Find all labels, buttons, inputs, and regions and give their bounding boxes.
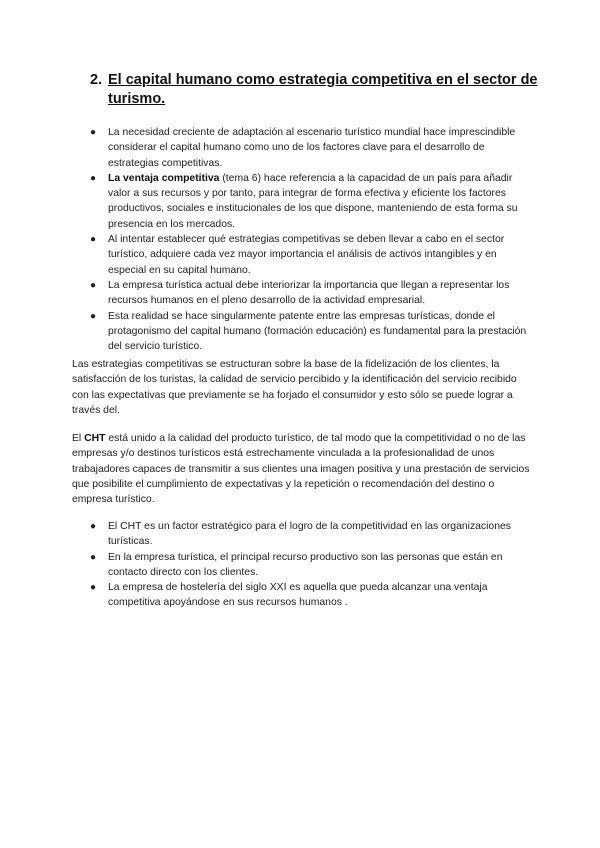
list-item-text: El CHT es un factor estratégico para el logro de la competitividad en las organizaciones turísticas.: [108, 521, 511, 548]
paragraph-prefix: El: [72, 433, 85, 444]
list-item: [88, 171, 528, 232]
bullet-list-2: [88, 519, 528, 611]
list-item-text: La empresa turística actual debe interiorizar la importancia que llegan a representar los recursos humanos en el pleno desarrollo de la actividad empresarial.: [108, 279, 510, 307]
list-item-text: La empresa de hostelería del siglo XXI es aquella que pueda alcanzar una ventaja competitiva apoyándose en sus recursos humanos .: [108, 582, 488, 609]
bullet-icon: ●: [90, 310, 97, 322]
bullet-icon: ●: [90, 279, 97, 291]
list-item: [88, 580, 528, 611]
paragraph-strategies: Las estrategias competitivas se estructuran sobre la base de la fidelización de los clientes, la satisfacción de los turistas, la calidad de servicio percibido y la identificación del servicio recibido con las expectativas que previamente se ha forjado el consumidor y esto sólo se puede lograr a través del.: [72, 359, 517, 416]
list-item: [88, 125, 528, 171]
list-item-text: (tema 6) hace referencia a la capacidad de un país para añadir valor a sus recursos y por tanto, para integrar de forma efectiva y eficiente los factores productivos, sociales e institucionales de los que dispone, manteniendo de esta forma su presencia en los mercados.: [108, 172, 518, 230]
bullet-icon: ●: [90, 521, 97, 532]
list-item: [88, 278, 528, 309]
list-item: [88, 232, 528, 278]
section-title: El capital humano como estrategia competitiva en el sector de turismo.: [108, 72, 538, 107]
list-item: [88, 519, 528, 550]
list-item: [88, 550, 528, 581]
list-item: [88, 309, 528, 355]
bullet-icon: ●: [90, 582, 97, 594]
bullet-icon: ●: [90, 172, 97, 184]
list-item-text: En la empresa turística, el principal recurso productivo son las personas que están en contacto directo con los clientes.: [108, 551, 503, 578]
bullet-icon: ●: [90, 234, 97, 246]
list-item-text: Esta realidad se hace singularmente patente entre las empresas turísticas, donde el protagonismo del capital humano (formación educación) es fundamental para la prestación del servicio turístico.: [108, 310, 527, 353]
paragraph-text: está unido a la calidad del producto turístico, de tal modo que la competitividad o no de las empresas y/o destinos turísticos está estrechamente vinculada a la profesionalidad de unos trabajadores capaces de transmitir a sus clientes una imagen positiva y una prestación de servicios que posibilite el cumplimiento de expectativas y la repetición o recomendación del destino o empresa turístico.: [72, 433, 530, 506]
paragraph-cht: [72, 431, 530, 507]
paragraph-bold-term: CHT: [84, 433, 106, 444]
bullet-list-1: [88, 125, 528, 354]
bullet-icon: ●: [90, 127, 97, 138]
section-heading: [90, 71, 540, 109]
list-item-text: Al intentar establecer qué estrategias competitivas se deben llevar a cabo en el sector turístico, adquiere cada vez mayor importancia el análisis de activos intangibles y en especial en su capital humano.: [108, 234, 505, 276]
list-item-text: La necesidad creciente de adaptación al escenario turístico mundial hace imprescindible considerar el capital humano como uno de los factores clave para el desarrollo de estrategias competitivas.: [108, 127, 516, 169]
section-number: 2.: [90, 72, 103, 88]
bullet-icon: ●: [90, 551, 97, 563]
list-item-bold-term: La ventaja competitiva: [108, 172, 220, 184]
